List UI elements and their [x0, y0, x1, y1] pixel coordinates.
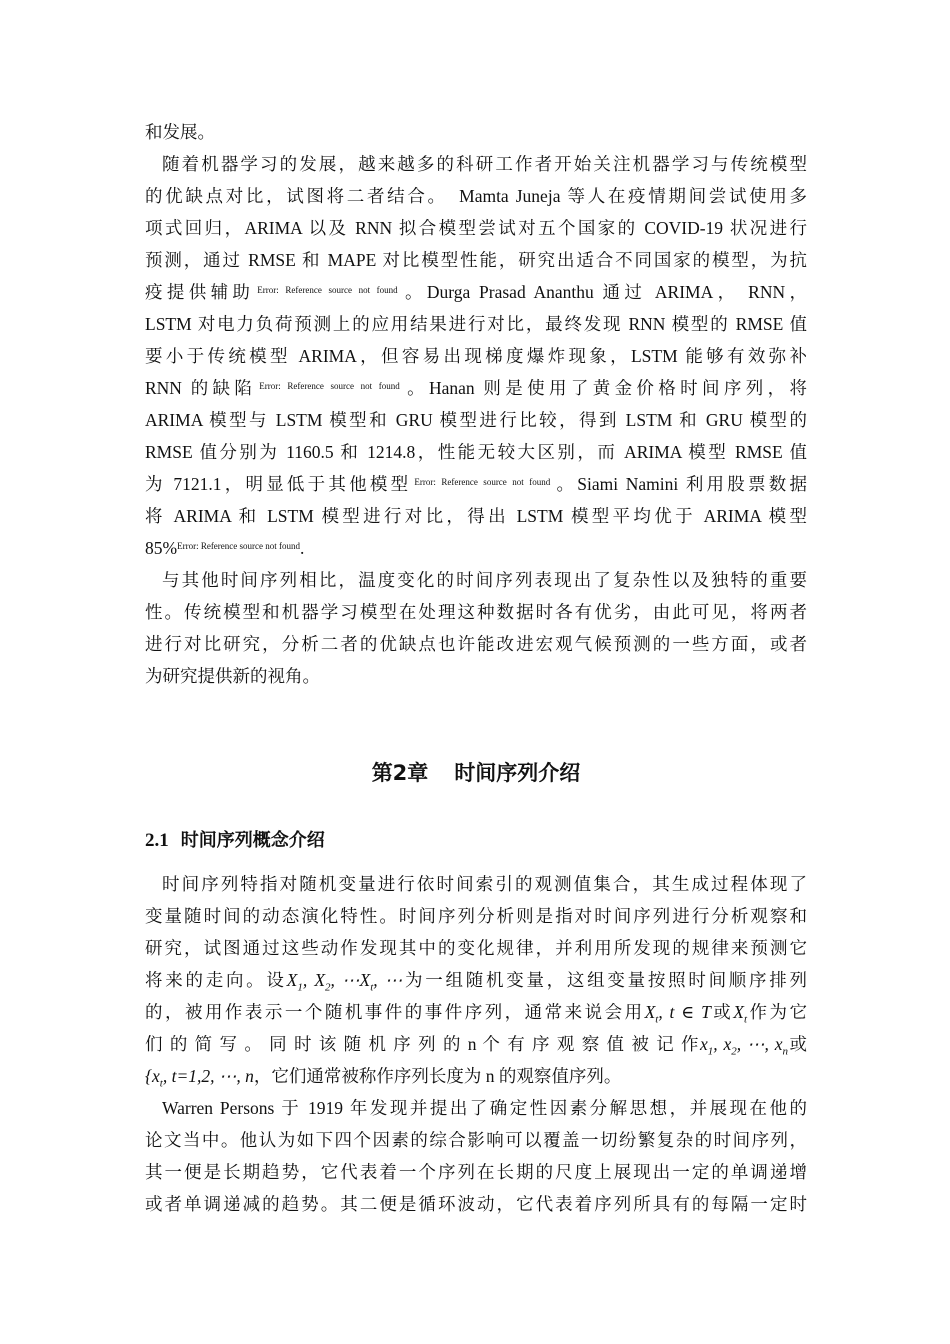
paragraph-line: 为研究提供新的视角。	[145, 666, 320, 686]
citation-error: Error: Reference source not found	[414, 477, 551, 487]
paragraph-line: 的，被用作表示一个随机事件的事件序列，通常来说会用$X_t$, t ∈ T或$X_t$作为它	[145, 1002, 808, 1026]
document-page	[145, 0, 807, 1344]
paragraph-line: {$x_t$, t=1,2, ⋯, n，它们通常被称作序列长度为 n 的观察值序列。	[145, 1066, 622, 1090]
citation-error: Error: Reference source not found	[177, 541, 301, 551]
paragraph-line: 85%$^{Error: Reference source not found}$.	[145, 538, 305, 558]
paragraph-line: LSTM 对电力负荷预测上的应用结果进行对比，最终发现 RNN 模型的 RMSE 值	[145, 314, 807, 334]
paragraph-line: 和发展。	[145, 122, 215, 142]
math-observation-set: {$x_t$, t=1,2, ⋯, n	[145, 1066, 254, 1090]
paragraph-line: 性。传统模型和机器学习模型在处理这种数据时各有优劣，由此可见，将两者	[145, 602, 807, 622]
paragraph-line: 进行对比研究，分析二者的优缺点也许能改进宏观气候预测的一些方面，或者	[145, 634, 807, 654]
citation-error: Error: Reference source not found	[259, 381, 400, 391]
paragraph-line: ARIMA 模型与 LSTM 模型和 GRU 模型进行比较，得到 LSTM 和 GRU 模型的	[145, 410, 807, 430]
math-observations: $x_1$, $x_2$, ⋯, $x_n$	[700, 1034, 789, 1058]
paragraph-line: RMSE 值分别为 1160.5 和 1214.8，性能无较大区别，而 ARIMA 模型 RMSE 值	[145, 442, 807, 462]
paragraph-line: 的优缺点对比，试图将二者结合。 Mamta Juneja 等人在疫情期间尝试使用多	[145, 186, 807, 206]
paragraph-line: 或者单调递减的趋势。其二便是循环波动，它代表着序列所具有的每隔一定时	[145, 1194, 807, 1214]
paragraph-line: Warren Persons 于 1919 年发现并提出了确定性因素分解思想，并展现在他的	[162, 1098, 807, 1118]
section-title: 2.1 时间序列概念介绍	[145, 830, 325, 851]
paragraph-line: 为 7121.1，明显低于其他模型 $^{Error: Reference source not found}$ 。Siami Namini 利用股票数据	[145, 474, 808, 494]
paragraph-line: 将来的走向。设$X_1$, $X_2$, $\cdots X_t$, ⋯为一组随机变量，这组变量按照时间顺序排列	[145, 970, 808, 994]
paragraph-line: 疫提供辅助 $^{Error: Reference source not found}$ 。Durga Prasad Ananthu 通过 ARIMA， RNN，	[145, 282, 807, 302]
paragraph-line: 研究，试图通过这些动作发现其中的变化规律，并利用所发现的规律来预测它	[145, 938, 807, 958]
math-short-notation: $X_t$	[733, 1002, 748, 1026]
paragraph-line: 项式回归，ARIMA 以及 RNN 拟合模型尝试对五个国家的 COVID-19 状况进行	[145, 218, 807, 238]
paragraph-line: 随着机器学习的发展，越来越多的科研工作者开始关注机器学习与传统模型	[162, 154, 807, 174]
chapter-title: 第2章 时间序列介绍	[371, 761, 581, 785]
paragraph-line: 要小于传统模型 ARIMA，但容易出现梯度爆炸现象，LSTM 能够有效弥补	[145, 346, 807, 366]
paragraph-line: RNN 的缺陷 $^{Error: Reference source not found}$ 。Hanan 则是使用了黄金价格时间序列，将	[145, 378, 808, 398]
paragraph-line: 预测，通过 RMSE 和 MAPE 对比模型性能，研究出适合不同国家的模型，为抗	[145, 250, 807, 270]
citation-error: Error: Reference source not found	[257, 285, 398, 295]
paragraph-line: 们 的 简 写 。 同 时 该 随 机 序 列 的 n 个 有 序 观 察 值 被 记 作$x_1$, $x_2$, ⋯, $x_n$或	[145, 1034, 807, 1058]
paragraph-line: 时间序列特指对随机变量进行依时间索引的观测值集合，其生成过程体现了	[162, 874, 807, 894]
paragraph-line: 其一便是长期趋势，它代表着一个序列在长期的尺度上展现出一定的单调递增	[145, 1162, 807, 1182]
math-random-variables: $X_1$, $X_2$, $\cdots X_t$, ⋯	[286, 970, 403, 994]
paragraph-line: 与其他时间序列相比，温度变化的时间序列表现出了复杂性以及独特的重要	[162, 570, 807, 590]
paragraph-line: 论文当中。他认为如下四个因素的综合影响可以覆盖一切纷繁复杂的时间序列，	[145, 1130, 807, 1150]
math-sequence-notation: $X_t$, t ∈ T	[644, 1002, 711, 1026]
paragraph-line: 变量随时间的动态演化特性。时间序列分析则是指对时间序列进行分析观察和	[145, 906, 807, 926]
paragraph-line: 将 ARIMA 和 LSTM 模型进行对比，得出 LSTM 模型平均优于 ARIMA 模型	[145, 506, 807, 526]
